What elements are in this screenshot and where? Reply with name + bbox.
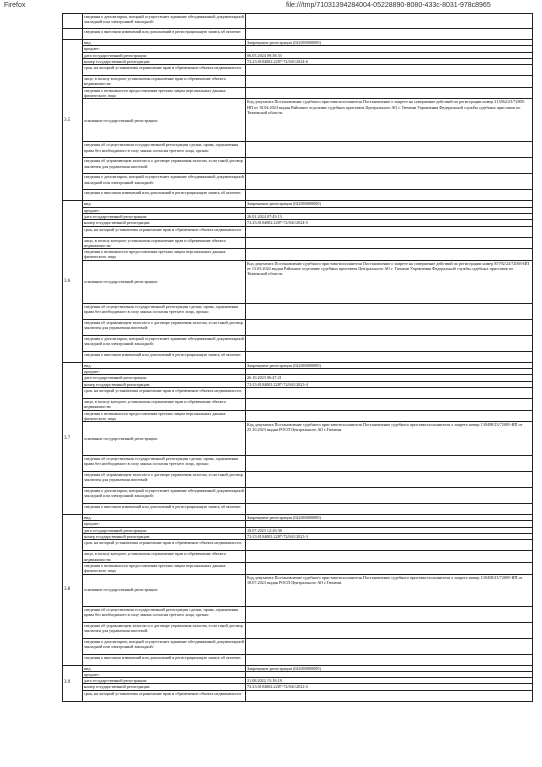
label-reg-date: дата государственной регистрации: xyxy=(83,52,246,58)
label-reg-date: дата государственной регистрации: xyxy=(83,375,246,381)
label-subject: предмет: xyxy=(83,207,246,213)
label-pledge: сведения об управляющем залогом и о договоре управления залогом, если такой договор заключен для управления ипотекой: xyxy=(83,622,246,638)
label-subject: предмет: xyxy=(83,521,246,527)
value-term xyxy=(246,387,533,398)
value-term xyxy=(246,690,533,701)
label-kind: вид: xyxy=(83,515,246,521)
value-beneficiary xyxy=(246,551,533,563)
label-depositary: сведения о депозитарии, который осуществляет хранение обездвиженной документарной закладной или электронной закладной: xyxy=(83,14,246,29)
value-term xyxy=(246,226,533,237)
label-kind: вид: xyxy=(83,40,246,46)
label-beneficiary: лицо, в пользу которого установлены ограничение прав и обременение объекта недвижимости: xyxy=(83,398,246,410)
label-subject: предмет: xyxy=(83,671,246,677)
value-beneficiary xyxy=(246,76,533,88)
label-basis: основание государственной регистрации: xyxy=(83,574,246,606)
label-depositary: сведения о депозитарии, который осуществляет хранение обездвиженной документарной закладной или электронной закладной: xyxy=(83,638,246,654)
label-changes: сведения о внесении изменений или дополнений в регистрационную запись об ипотеке: xyxy=(83,504,246,515)
label-basis: основание государственной регистрации: xyxy=(83,260,246,303)
label-third-party: сведения о возможности предоставления третьим лицам персональных данных физического лица xyxy=(83,87,246,99)
label-reg-date: дата государственной регистрации: xyxy=(83,527,246,533)
value-kind: Запрещение регистрации (022003000000) xyxy=(246,362,533,368)
value-beneficiary xyxy=(246,398,533,410)
value-reg-number: 72:23:0104002:2287-72/041/2023-4 xyxy=(246,381,533,387)
label-kind: вид: xyxy=(83,201,246,207)
value-reg-date: 18.07.2023 12:29:38 xyxy=(246,527,533,533)
record-number: 3.5 xyxy=(63,40,83,201)
value-term xyxy=(246,65,533,76)
value-reg-number: 72:23:0104002:2287-72/041/2022-2 xyxy=(246,684,533,690)
record-number: 3.8 xyxy=(63,515,83,665)
label-reg-number: номер государственной регистрации: xyxy=(83,220,246,226)
record-number: 3.9 xyxy=(63,665,83,701)
label-third-party: сведения о возможности предоставления третьим лицам персональных данных физического лица xyxy=(83,410,246,422)
label-changes: сведения о внесении изменений или дополнений в регистрационную запись об ипотеке: xyxy=(83,654,246,665)
label-reg-date: дата государственной регистрации: xyxy=(83,678,246,684)
label-depositary: сведения о депозитарии, который осуществляет хранение обездвиженной документарной закладной или электронной закладной: xyxy=(83,335,246,351)
label-consent: сведения об осуществлении государственной регистрации сделки, права, ограничения права без необходимого в силу закона согласия третьего лица, органа: xyxy=(83,303,246,319)
label-basis: основание государственной регистрации: xyxy=(83,422,246,456)
label-changes: сведения о внесении изменений или дополнений в регистрационную запись об ипотеке: xyxy=(83,29,246,40)
value-reg-number: 72:23:0104002:2287-72/041/2024-6 xyxy=(246,58,533,64)
top-changes-row xyxy=(63,29,533,40)
label-term: срок, на который установлены ограничение прав и обременение объекта недвижимости: xyxy=(83,65,246,76)
label-term: срок, на который установлены ограничение прав и обременение объекта недвижимости: xyxy=(83,226,246,237)
top-depositary-row xyxy=(63,14,533,29)
value-term xyxy=(246,540,533,551)
value-kind: Запрещение регистрации (022003000000) xyxy=(246,40,533,46)
document-url: file:///tmp/71031394284004-05228890-8080-433c-8031-978c8965 xyxy=(286,2,491,9)
label-depositary: сведения о депозитарии, который осуществляет хранение обездвиженной документарной закладной или электронной закладной: xyxy=(83,174,246,190)
value-reg-date: 31.08.2022 15:18:18 xyxy=(246,678,533,684)
label-reg-number: номер государственной регистрации: xyxy=(83,381,246,387)
value-kind: Запрещение регистрации (022003000000) xyxy=(246,515,533,521)
label-third-party: сведения о возможности предоставления третьим лицам персональных данных физического лица xyxy=(83,562,246,574)
value-reg-date: 06.05.2024 09:38:33 xyxy=(246,52,533,58)
label-consent: сведения об осуществлении государственной регистрации сделки, права, ограничения права без необходимого в силу закона согласия третьего лица, органа: xyxy=(83,142,246,158)
label-reg-number: номер государственной регистрации: xyxy=(83,58,246,64)
value-beneficiary xyxy=(246,237,533,249)
record-number: 3.6 xyxy=(63,201,83,362)
label-depositary: сведения о депозитарии, который осуществляет хранение обездвиженной документарной закладной или электронной закладной: xyxy=(83,488,246,504)
label-kind: вид: xyxy=(83,362,246,368)
value-kind: Запрещение регистрации (022003000000) xyxy=(246,201,533,207)
label-term: срок, на который установлены ограничение прав и обременение объекта недвижимости: xyxy=(83,540,246,551)
value-basis: Код документа Постановление судебного пристава-исполнителя Постановление о запрете на совершение действий по регистрации номер 213562/23/72005-ИП от 18.04.2024 выдан Районное отделение судебных приставов Центрального АО г. Тюмени Управления Федеральной службы судебных приставов по Тюменской области. xyxy=(246,99,533,142)
value-reg-date: 26.10.2023 06:47:21 xyxy=(246,375,533,381)
label-pledge: сведения об управляющем залогом и о договоре управления залогом, если такой договор заключен для управления ипотекой: xyxy=(83,158,246,174)
register-table xyxy=(62,13,533,702)
value-reg-number: 72:23:0104002:2287-72/041/2024-5 xyxy=(246,220,533,226)
value-basis: Код документа Постановление судебного пристава-исполнителя Постановление судебного пристава-исполнителя о запрете номер 130458/23/72005-ИП от 18.07.2023 выдан РОСП Центрального АО г.Тюмени. xyxy=(246,574,533,606)
browser-name: Firefox xyxy=(4,2,26,9)
value-basis: Код документа Постановление судебного пристава-исполнителя Постановление о запрете на совершение действий по регистрации номер 85792/24/72005-ИП от 13.03.2024 выдан Районное отделение судебных приставов Центрального АО г. Тюмени Управления Федеральной службы судебных приставов по Тюменской области. xyxy=(246,260,533,303)
value-reg-date: 26.01.2024 07:45:13 xyxy=(246,213,533,219)
value-third-party xyxy=(246,249,533,261)
value-basis: Код документа Постановление судебного пристава-исполнителя Постановление судебного пристава-исполнителя о запрете номер 130498/23/72005-ИП от 25.10.2023 выдан РОСП Центрального АО г.Тюмени. xyxy=(246,422,533,456)
label-reg-date: дата государственной регистрации: xyxy=(83,213,246,219)
label-term: срок, на который установлены ограничение прав и обременение объекта недвижимости: xyxy=(83,690,246,701)
value-third-party xyxy=(246,562,533,574)
label-consent: сведения об осуществлении государственной регистрации сделки, права, ограничения права без необходимого в силу закона согласия третьего лица, органа: xyxy=(83,456,246,472)
label-subject: предмет: xyxy=(83,46,246,52)
label-pledge: сведения об управляющем залогом и о договоре управления залогом, если такой договор заключен для управления ипотекой: xyxy=(83,319,246,335)
label-third-party: сведения о возможности предоставления третьим лицам персональных данных физического лица xyxy=(83,249,246,261)
label-changes: сведения о внесении изменений или дополнений в регистрационную запись об ипотеке: xyxy=(83,351,246,362)
label-subject: предмет: xyxy=(83,369,246,375)
label-consent: сведения об осуществлении государственной регистрации сделки, права, ограничения права без необходимого в силу закона согласия третьего лица, органа: xyxy=(83,606,246,622)
label-kind: вид: xyxy=(83,665,246,671)
label-beneficiary: лицо, в пользу которого установлены ограничение прав и обременение объекта недвижимости: xyxy=(83,551,246,563)
label-term: срок, на который установлены ограничение прав и обременение объекта недвижимости: xyxy=(83,387,246,398)
label-pledge: сведения об управляющем залогом и о договоре управления залогом, если такой договор заключен для управления ипотекой: xyxy=(83,472,246,488)
label-beneficiary: лицо, в пользу которого установлены ограничение прав и обременение объекта недвижимости: xyxy=(83,76,246,88)
label-reg-number: номер государственной регистрации: xyxy=(83,684,246,690)
label-reg-number: номер государственной регистрации: xyxy=(83,534,246,540)
value-reg-number: 72:23:0104002:2287-72/041/2023-3 xyxy=(246,534,533,540)
value-kind: Запрещение регистрации (022003000000) xyxy=(246,665,533,671)
value-third-party xyxy=(246,87,533,99)
label-basis: основание государственной регистрации: xyxy=(83,99,246,142)
record-number: 3.7 xyxy=(63,362,83,514)
label-changes: сведения о внесении изменений или дополнений в регистрационную запись об ипотеке: xyxy=(83,190,246,201)
label-beneficiary: лицо, в пользу которого установлены ограничение прав и обременение объекта недвижимости: xyxy=(83,237,246,249)
value-third-party xyxy=(246,410,533,422)
